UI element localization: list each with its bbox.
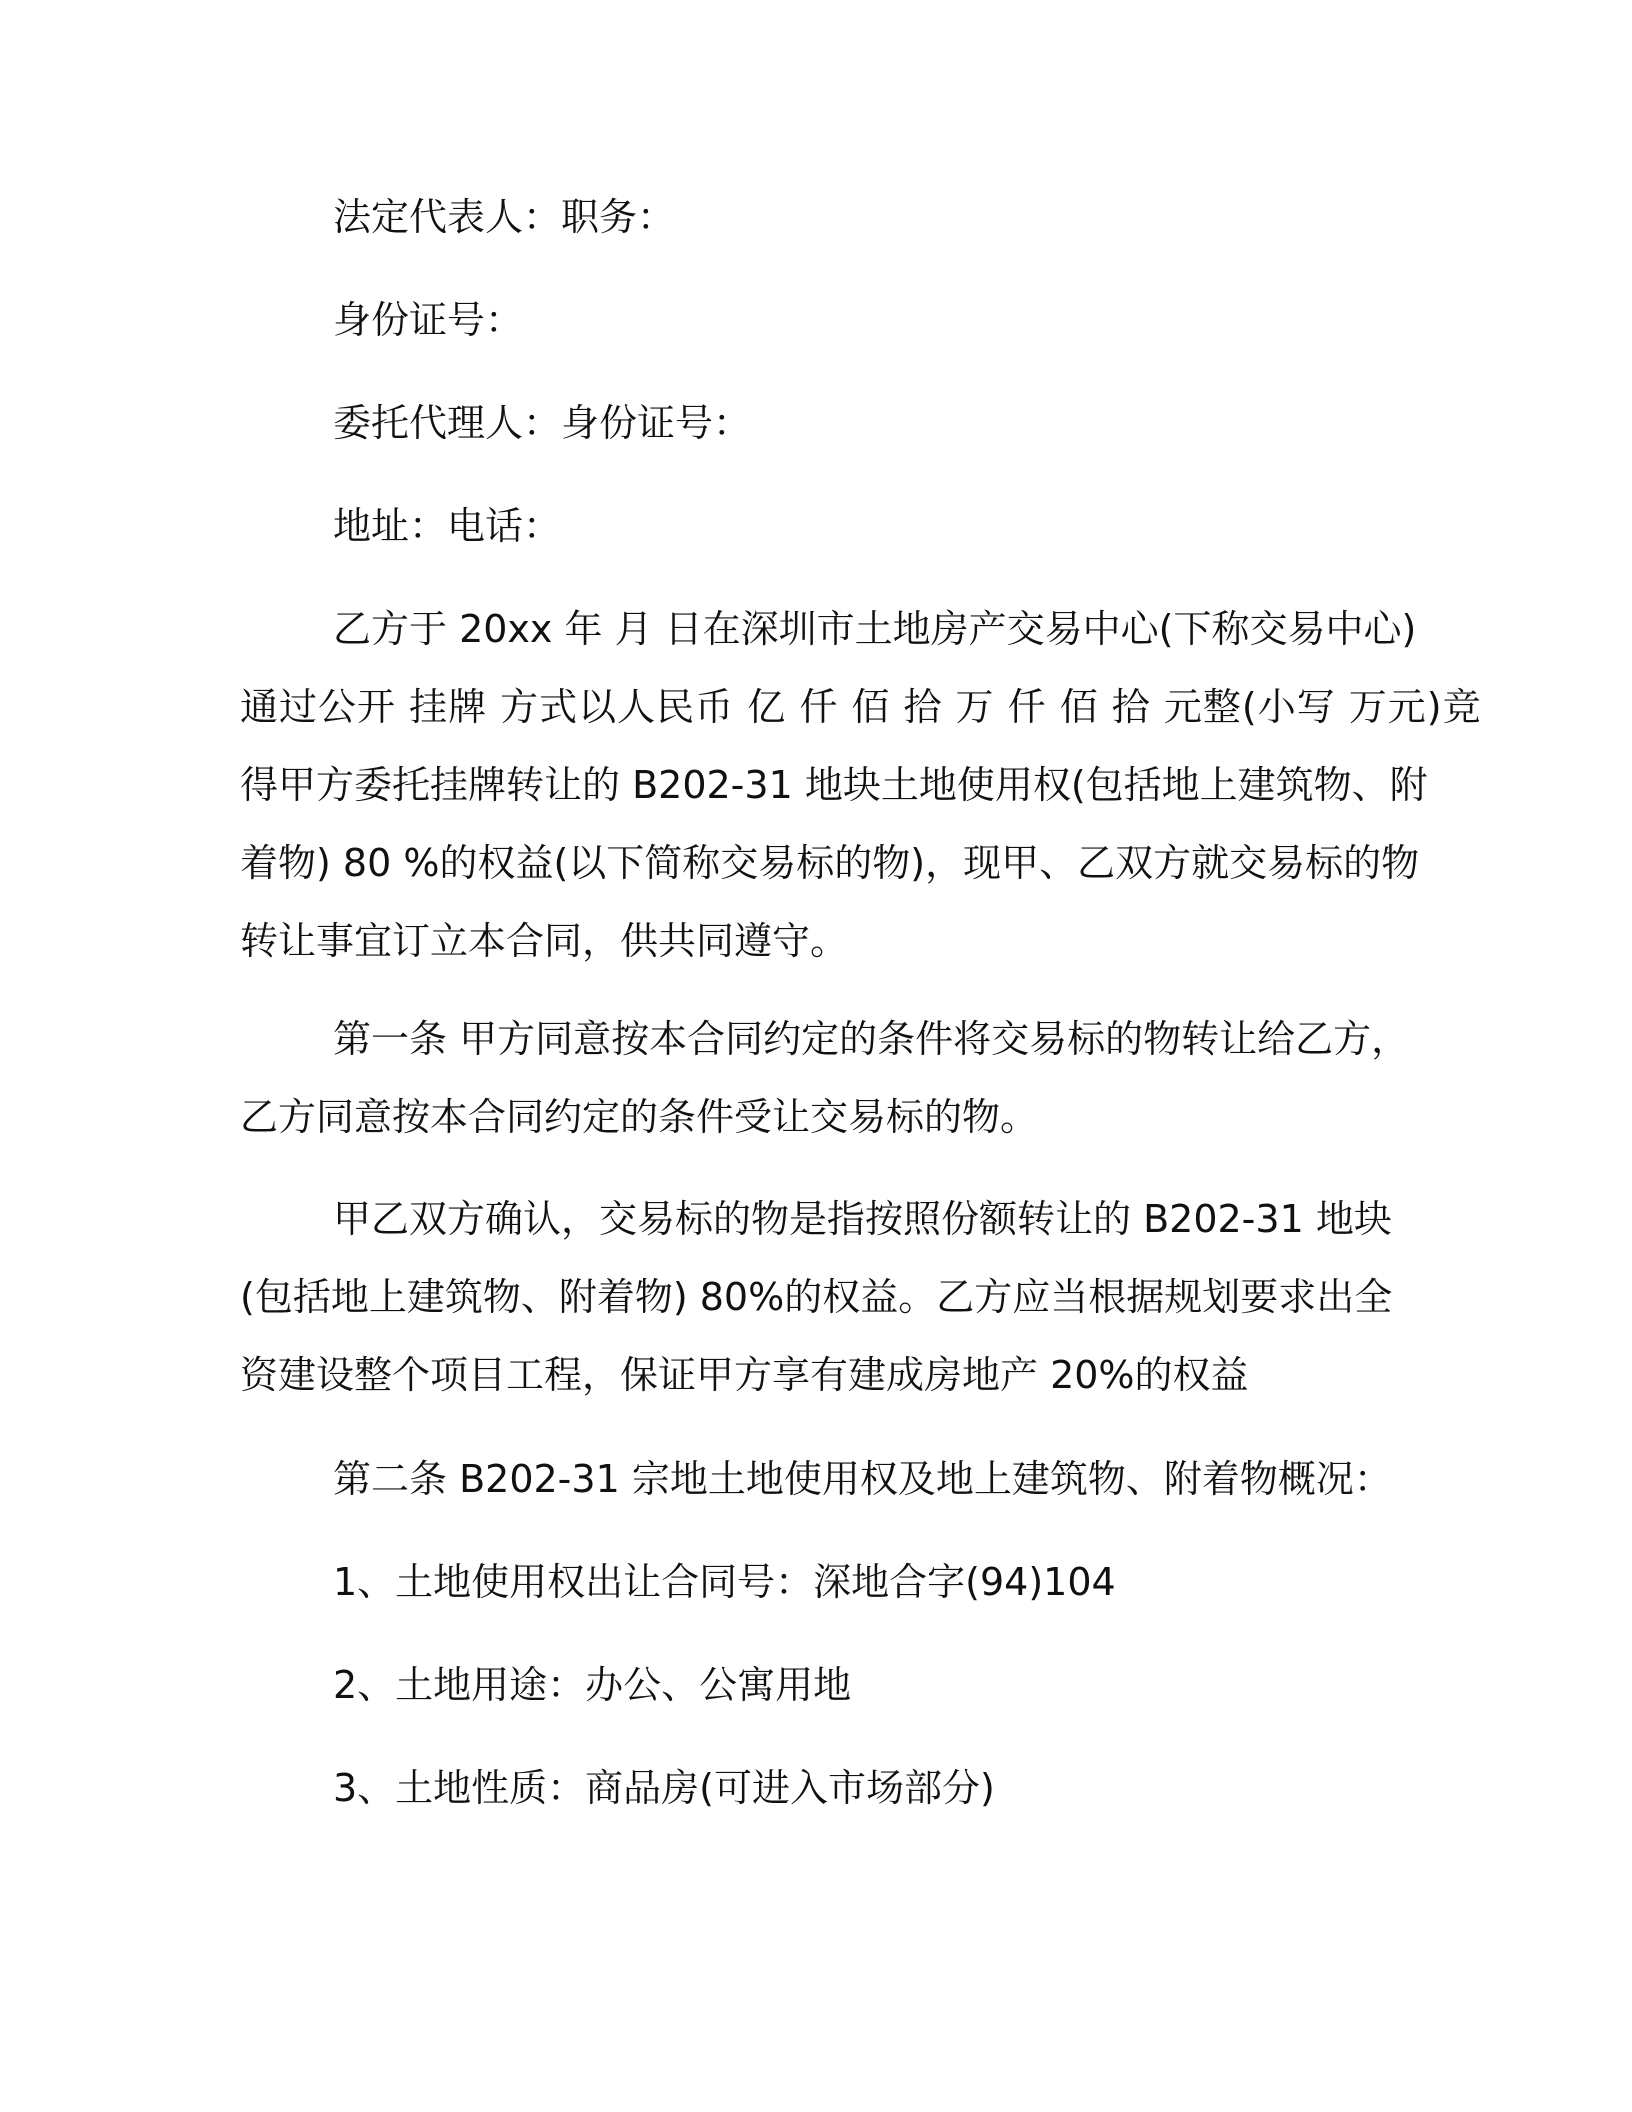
entrusted-agent-field: 委托代理人：身份证号： [333,401,752,445]
paragraph-line: 乙方于 20xx 年 月 日在深圳市土地房产交易中心(下称交易中心) [333,607,1417,651]
paragraph-line: 甲乙双方确认，交易标的物是指按照份额转让的 B202-31 地块 [333,1197,1392,1241]
list-item: 3、土地性质：商品房(可进入市场部分) [333,1766,995,1810]
legal-representative-field: 法定代表人：职务： [333,195,676,239]
paragraph-line: 资建设整个项目工程，保证甲方享有建成房地产 20%的权益 [240,1353,1249,1397]
paragraph-line: (包括地上建筑物、附着物) 80%的权益。乙方应当根据规划要求出全 [240,1275,1393,1319]
address-phone-field: 地址：电话： [333,504,562,548]
list-item: 1、土地使用权出让合同号：深地合字(94)104 [333,1560,1116,1604]
article-2-heading: 第二条 B202-31 宗地土地使用权及地上建筑物、附着物概况： [333,1457,1392,1501]
paragraph-line: 转让事宜订立本合同，供共同遵守。 [240,919,849,963]
paragraph-line: 乙方同意按本合同约定的条件受让交易标的物。 [240,1095,1039,1139]
id-number-field: 身份证号： [333,298,524,342]
paragraph-line: 通过公开 挂牌 方式以人民币 亿 仟 佰 拾 万 仟 佰 拾 元整(小写 万元)竞 [240,685,1482,729]
paragraph-line: 第一条 甲方同意按本合同约定的条件将交易标的物转让给乙方， [333,1017,1410,1061]
list-item: 2、土地用途：办公、公寓用地 [333,1663,852,1707]
paragraph-line: 着物) 80 %的权益(以下简称交易标的物)，现甲、乙双方就交易标的物 [240,841,1420,885]
paragraph-line: 得甲方委托挂牌转让的 B202-31 地块土地使用权(包括地上建筑物、附 [240,763,1428,807]
